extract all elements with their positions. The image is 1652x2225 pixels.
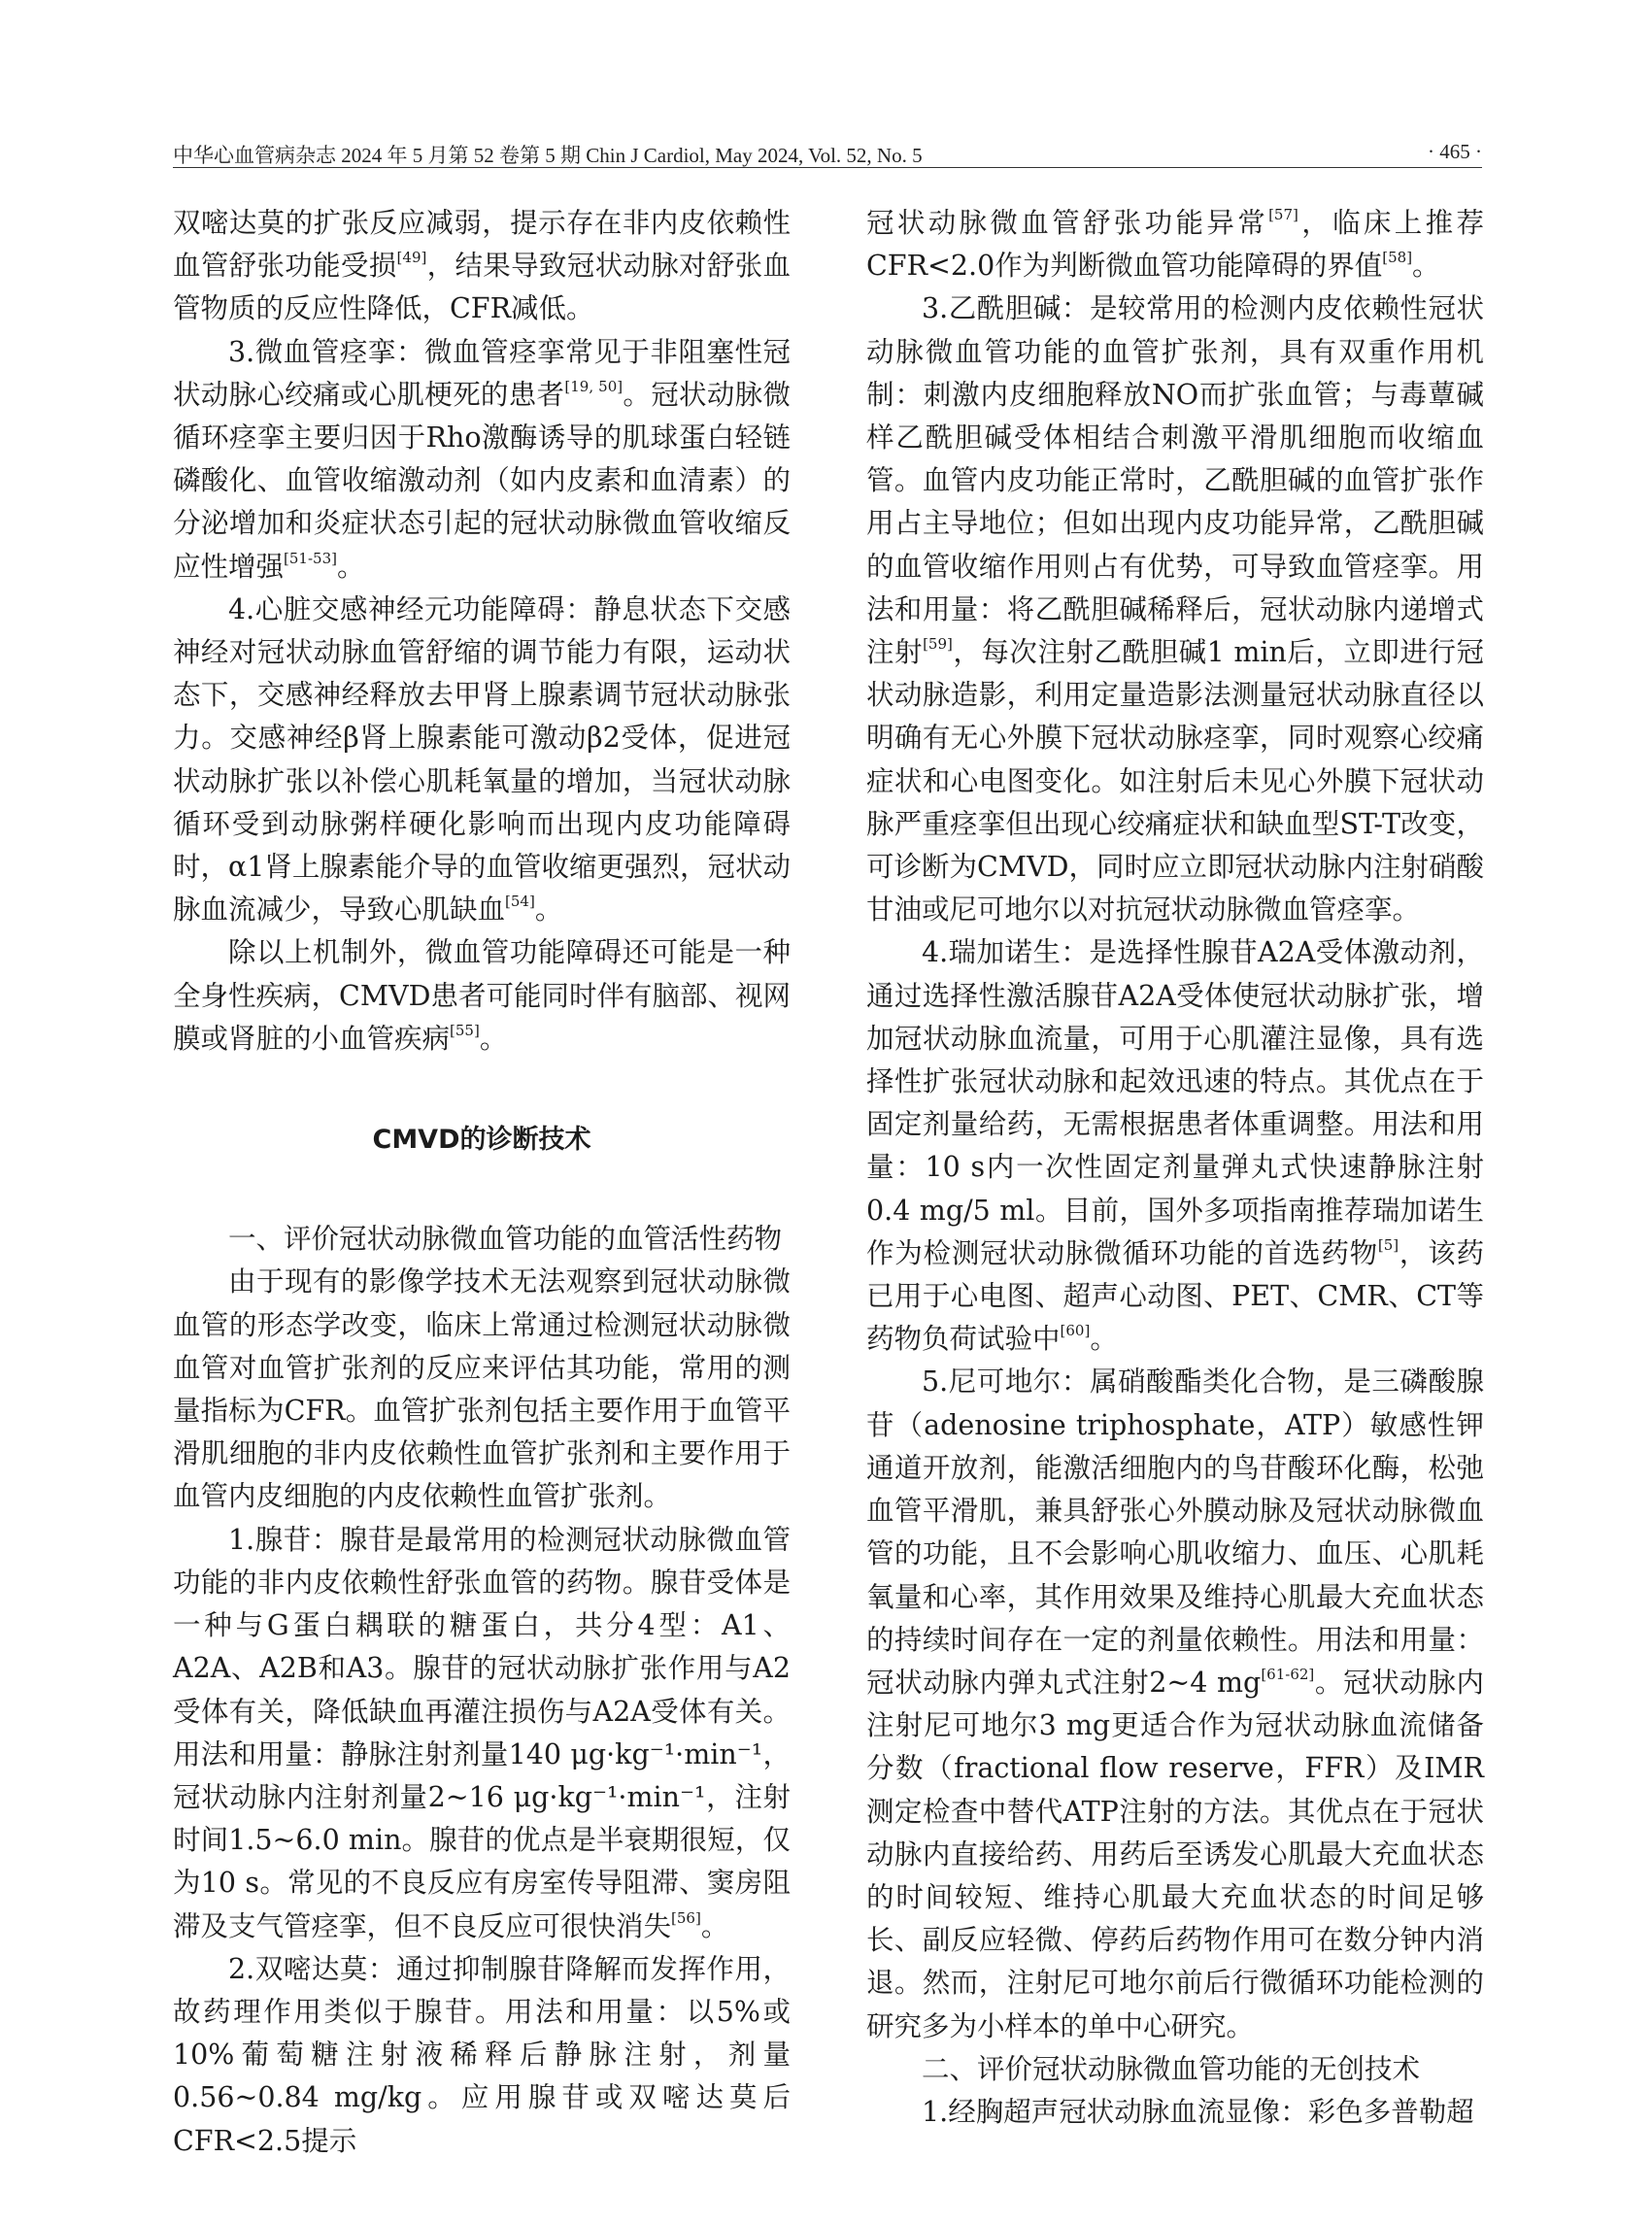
text: 1.腺苷：腺苷是最常用的检测冠状动脉微血管功能的非内皮依赖性舒张血管的药物。腺苷受体是一种与G蛋白耦联的糖蛋白，共分4型：A1、A2A、A2B和A3。腺苷的冠状动脉扩张作用与A2受体有关，降低缺血再灌注损伤与A2A受体有关。用法和用量：静脉注射剂量140 μg·kg⁻¹·min⁻¹，冠状动脉内注射剂量2~16 μg·kg⁻¹·min⁻¹，注射时间1.5~6.0 min。腺苷的优点是半衰期很短，仅为10 s。常见的不良反应有房室传导阻滞、窦房阻滞及支气管痉挛，但不良反应可很快消失	[173, 1523, 791, 1942]
paragraph: 由于现有的影像学技术无法观察到冠状动脉微血管的形态学改变，临床上常通过检测冠状动脉微血管对血管扩张剂的反应来评估其功能，常用的测量指标为CFR。血管扩张剂包括主要作用于血管平滑肌细胞的非内皮依赖性血管扩张剂和主要作用于血管内皮细胞的内皮依赖性血管扩张剂。	[173, 1265, 791, 1513]
text: 4.心脏交感神经元功能障碍：静息状态下交感神经对冠状动脉血管舒缩的调节能力有限，运动状态下，交感神经释放去甲肾上腺素调节冠状动脉张力。交感神经β肾上腺素能可激动β2受体，促进冠状动脉扩张以补偿心肌耗氧量的增加，当冠状动脉循环受到动脉粥样硬化影响而出现内皮功能障碍时，α1肾上腺素能介导的血管收缩更强烈，冠状动脉血流减少，导致心肌缺血	[173, 592, 791, 927]
text: 双嘧达莫的扩张反应减弱，提示存在非内皮依赖性血管舒张功能受损	[173, 207, 791, 283]
text: 5.尼可地尔：属硝酸酯类化合物，是三磷酸腺苷（adenosine triphosphate，ATP）敏感性钾通道开放剂，能激活细胞内的鸟苷酸环化酶，松弛血管平滑肌，兼具舒张心外膜动脉及冠状动脉微血管的功能，且不会影响心肌收缩力、血压、心肌耗氧量和心率，其作用效果及维持心肌最大充血状态的持续时间存在一定的剂量依赖性。用法和用量：冠状动脉内弹丸式注射2~4 mg	[866, 1365, 1484, 1699]
text: 4.瑞加诺生：是选择性腺苷A2A受体激动剂，通过选择性激活腺苷A2A受体使冠状动脉扩张，增加冠状动脉血流量，可用于心肌灌注显像，具有选择性扩张冠状动脉和起效迅速的特点。其优点在于固定剂量给药，无需根据患者体重调整。用法和用量：10 s内一次性固定剂量弹丸式快速静脉注射0.4 mg/5 ml。目前，国外多项指南推荐瑞加诺生作为检测冠状动脉微循环功能的首选药物	[866, 936, 1484, 1269]
right-column	[866, 202, 1484, 2134]
text: ，每次注射乙酰胆碱1 min后，立即进行冠状动脉造影，利用定量造影法测量冠状动脉直径以明确有无心外膜下冠状动脉痉挛，同时观察心绞痛症状和心电图变化。如注射后未见心外膜下冠状动脉严重痉挛但出现心绞痛症状和缺血型ST-T改变，可诊断为CMVD，同时应立即冠状动脉内注射硝酸甘油或尼可地尔以对抗冠状动脉微血管痉挛。	[866, 636, 1484, 927]
paragraph	[866, 202, 1484, 287]
text: ，临床上推荐CFR<2.0作为判断微血管功能障碍的界值	[866, 207, 1484, 283]
reference[interactable]: [58]	[1382, 249, 1413, 267]
paragraph: 1.经胸超声冠状动脉血流显像：彩色多普勒超	[922, 2095, 1474, 2128]
paragraph	[173, 202, 791, 331]
reference[interactable]: [55]	[450, 1021, 480, 1039]
running-header	[173, 130, 1482, 169]
text: 。	[336, 550, 365, 583]
paragraph	[173, 331, 791, 589]
reference[interactable]: [59]	[923, 635, 953, 654]
paragraph	[866, 287, 1484, 931]
reference[interactable]: [49]	[396, 249, 427, 267]
subsection-heading: 二、评价冠状动脉微血管功能的无创技术	[922, 2052, 1421, 2085]
reference[interactable]: [54]	[505, 893, 535, 911]
paragraph	[173, 589, 791, 932]
section-title: CMVD的诊断技术	[372, 1125, 591, 1156]
reference[interactable]: [60]	[1060, 1322, 1091, 1340]
paragraph	[173, 1519, 791, 1948]
page-number: · 465 ·	[1428, 140, 1482, 163]
paragraph	[173, 931, 791, 1061]
text: 3.微血管痉挛：微血管痉挛常见于非阻塞性冠状动脉心绞痛或心肌梗死的患者	[173, 335, 791, 411]
text: ，结果导致冠状动脉对舒张血管物质的反应性降低，CFR减低。	[173, 250, 791, 325]
text: 。	[700, 1909, 729, 1942]
left-column	[173, 202, 791, 2163]
text: 。	[1412, 250, 1440, 283]
paragraph: 2.双嘧达莫：通过抑制腺苷降解而发挥作用，故药理作用类似于腺苷。用法和用量：以5%或10%葡萄糖注射液稀释后静脉注射，剂量0.56~0.84 mg/kg。应用腺苷或双嘧达莫后CFR<2.5提示	[173, 1952, 791, 2157]
reference[interactable]: [51-53]	[284, 549, 337, 567]
text: 。冠状动脉微循环痉挛主要归因于Rho激酶诱导的肌球蛋白轻链磷酸化、血管收缩激动剂（如内皮素和血清素）的分泌增加和炎症状态引起的冠状动脉微血管收缩反应性增强	[173, 378, 791, 583]
text: 3.乙酰胆碱：是较常用的检测内皮依赖性冠状动脉微血管功能的血管扩张剂，具有双重作用机制：刺激内皮细胞释放NO而扩张血管；与毒蕈碱样乙酰胆碱受体相结合刺激平滑肌细胞而收缩血管。血管内皮功能正常时，乙酰胆碱的血管扩张作用占主导地位；但如出现内皮功能异常，乙酰胆碱的血管收缩作用则占有优势，可导致血管痉挛。用法和用量：将乙酰胆碱稀释后，冠状动脉内递增式注射	[866, 292, 1484, 669]
text: 。冠状动脉内注射尼可地尔3 mg更适合作为冠状动脉血流储备分数（fractional flow reserve，FFR）及IMR测定检查中替代ATP注射的方法。其优点在于冠状动脉内直接给药、用药后至诱发心肌最大充血状态的时间较短、维持心肌最大充血状态的时间足够长、副反应轻微、停药后药物作用可在数分钟内消退。然而，注射尼可地尔前后行微循环功能检测的研究多为小样本的单中心研究。	[866, 1666, 1484, 2042]
paragraph	[866, 931, 1484, 1361]
text: 除以上机制外，微血管功能障碍还可能是一种全身性疾病，CMVD患者可能同时伴有脑部、视网膜或肾脏的小血管疾病	[173, 936, 791, 1055]
reference[interactable]: [57]	[1268, 206, 1298, 223]
header-rule	[173, 167, 1482, 168]
reference[interactable]: [61-62]	[1261, 1665, 1315, 1683]
text: 。	[534, 893, 563, 927]
paragraph	[866, 1361, 1484, 2047]
subsection-heading: 一、评价冠状动脉微血管功能的血管活性药物	[228, 1223, 783, 1256]
text: 。	[479, 1022, 508, 1055]
reference[interactable]: [19, 50]	[564, 377, 624, 395]
text: 。	[1090, 1323, 1118, 1356]
text: 冠状动脉微血管舒张功能异常	[866, 207, 1269, 239]
text: ，该药已用于心电图、超声心动图、PET、CMR、CT等药物负荷试验中	[866, 1236, 1484, 1356]
journal-citation: 中华心血管病杂志 2024 年 5 月第 52 卷第 5 期 Chin J Cardiol, May 2024, Vol. 52, No. 5	[173, 144, 923, 167]
reference[interactable]: [56]	[671, 1908, 701, 1927]
reference[interactable]: [5]	[1377, 1235, 1399, 1254]
